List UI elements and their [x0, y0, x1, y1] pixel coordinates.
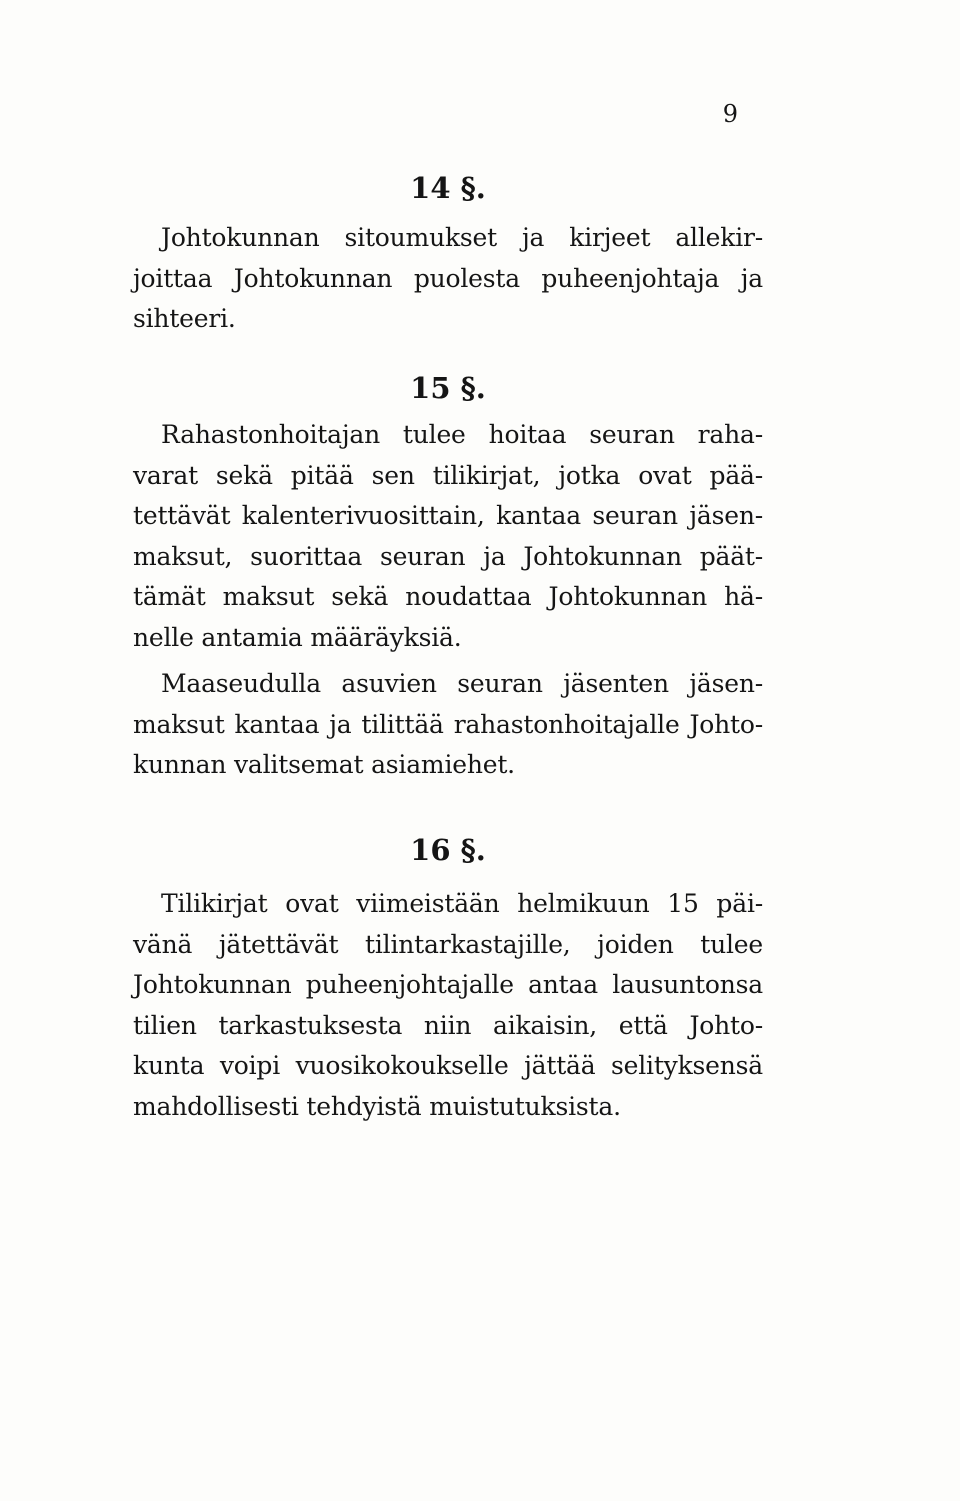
paragraph-14-1: [133, 218, 763, 340]
text-line: Maaseudulla asuvien seuran jäsenten jäsen-: [161, 669, 763, 698]
paragraph-16-1: [133, 884, 763, 1127]
text-line: maksut, suorittaa seuran ja Johtokunnan päät-: [133, 541, 763, 571]
text-line: kunnan valitsemat asiamiehet.: [133, 750, 515, 779]
page-number: 9: [722, 100, 738, 128]
text-line: tettävät kalenterivuosittain, kantaa seuran jäsen-: [133, 501, 763, 530]
text-line: Johtokunnan sitoumukset ja kirjeet allekir-: [161, 223, 763, 252]
text-line: sihteeri.: [133, 304, 236, 333]
text-line: nelle antamia määräyksiä.: [133, 622, 462, 652]
text-line: kunta voipi vuosikokoukselle jättää selityksensä: [133, 1051, 763, 1080]
paragraph-15-2: [133, 664, 763, 786]
text-line: Rahastonhoitajan tulee hoitaa seuran raha-: [161, 420, 763, 449]
section-heading-14: 14 §.: [410, 171, 486, 205]
section-heading-15: 15 §.: [410, 371, 486, 405]
text-line: mahdollisesti tehdyistä muistutuksista.: [133, 1091, 621, 1121]
text-line: tilien tarkastuksesta niin aikaisin, että Johto-: [133, 1010, 763, 1040]
text-line: maksut kantaa ja tilittää rahastonhoitajalle Johto-: [133, 709, 763, 739]
text-line: vänä jätettävät tilintarkastajille, joiden tulee: [133, 929, 763, 959]
text-line: tämät maksut sekä noudattaa Johtokunnan hä-: [133, 582, 763, 611]
section-heading-16: 16 §.: [410, 833, 486, 867]
text-line: Johtokunnan puheenjohtajalle antaa lausuntonsa: [133, 970, 763, 999]
text-line: Tilikirjat ovat viimeistään helmikuun 15 päi-: [161, 889, 763, 918]
text-line: varat sekä pitää sen tilikirjat, jotka ovat pää-: [133, 460, 763, 490]
text-line: joittaa Johtokunnan puolesta puheenjohtaja ja: [133, 263, 763, 293]
paragraph-15-1: [133, 415, 763, 658]
